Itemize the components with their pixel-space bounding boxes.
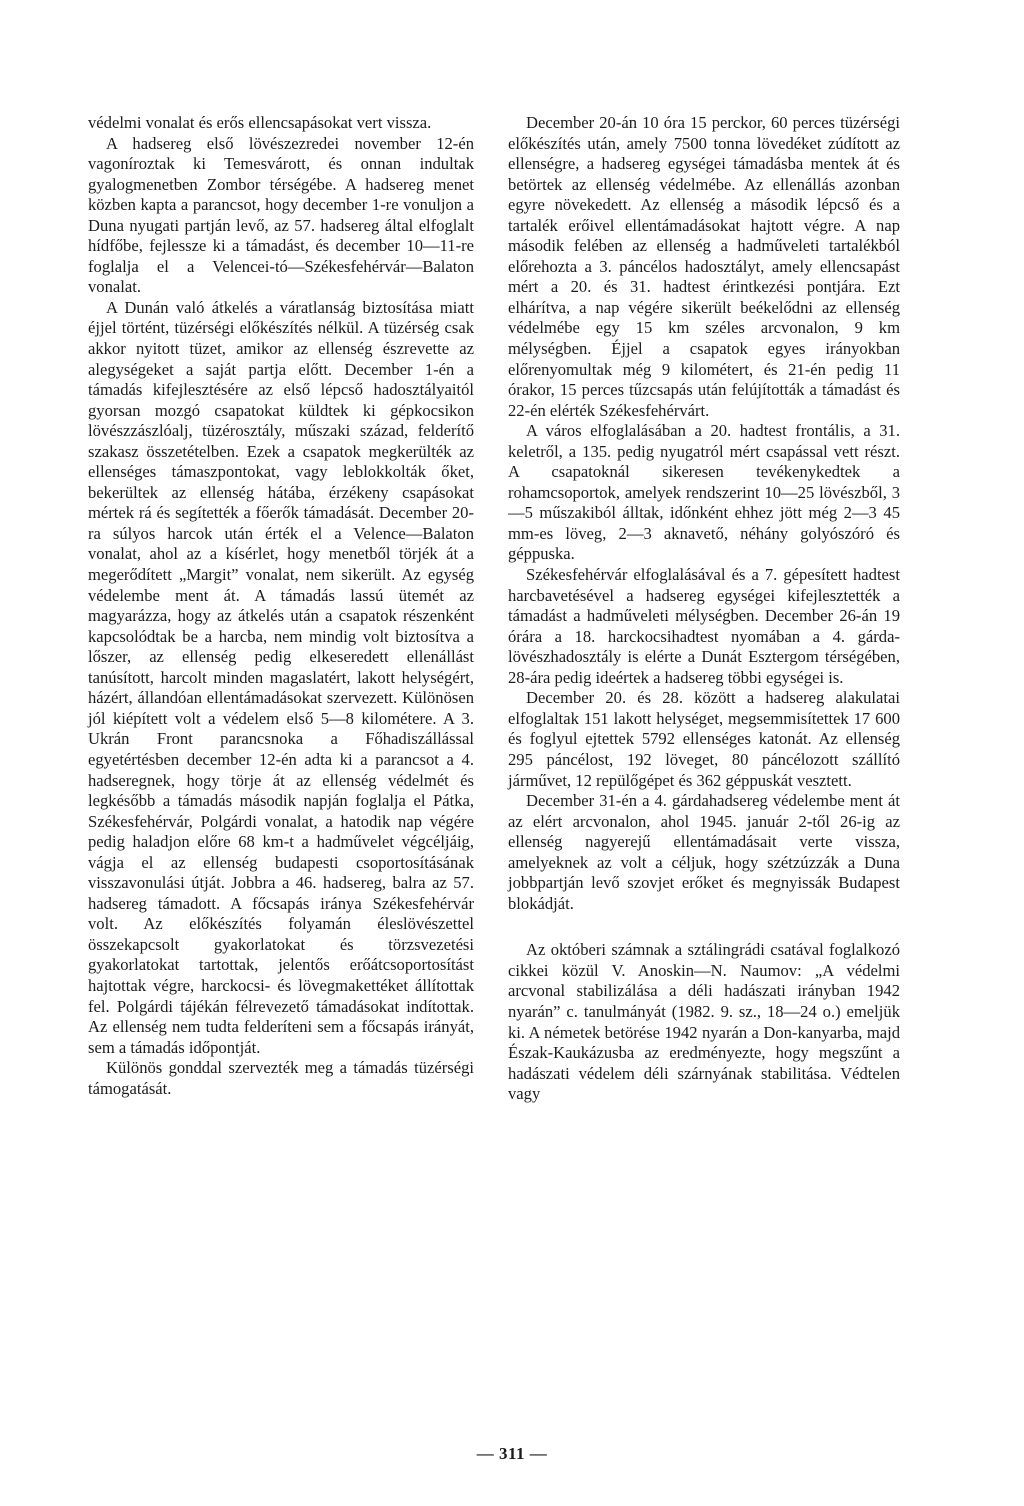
paragraph: December 20-án 10 óra 15 perckor, 60 perces tüzérségi előkészítés után, amely 7500 tonna lövedéket zúdított az ellenségre, a hadsereg egységei támadásba mentek át és betörtek az ellenség védelmébe. Az ellenállás azonban egyre növekedett. Az ellenség a második lépcső és a tartalék erőivel ellentámadásokat hajtott végre. A nap második felében az ellenség a hadműveleti tartalékból előrehozta a 3. páncélos hadosztályt, amely ellencsapást mért a 20. és 31. hadtest érintkezési pontjára. Ezt elhárítva, a nap végére sikerült beékelődni az ellenség védelmébe egy 15 km széles arcvonalon, 9 km mélységben. Éjjel a csapatok egyes irányokban előrenyomultak még 9 kilométert, és 21-én pedig 11 órakor, 15 perces tűzcsapás után felújították a támadást és 22-én elérték Székesfehérvárt. — [508, 113, 900, 420]
paragraph: A hadsereg első lövészezredei november 12-én vagoníroztak ki Temesvárott, és onnan indultak gyalogmenetben Zombor térségébe. A hadsereg menet közben kapta a parancsot, hogy december 1-re vonuljon a Duna nyugati partján levő, az 57. hadsereg által elfoglalt hídfőbe, fejlessze ki a támadást, és december 10—11-re foglalja el a Velencei-tó—Székesfehérvár—Balaton vonalat. — [88, 133, 474, 297]
paragraph: A Dunán való átkelés a váratlanság biztosítása miatt éjjel történt, tüzérségi előkészítés nélkül. A tüzérség csak akkor nyitott tüzet, amikor az ellenség észrevette az alegységeket a saját partja előtt. December 1-én a támadás kifejlesztésére az első lépcső hadosztályaitól gyorsan mozgó csapatokat küldtek ki gépkocsikon lövészzászlóalj, tüzérosztály, műszaki század, felderítő szakasz összetételben. Ezek a csapatok megkerülték az ellenséges támaszpontokat, vagy leblokkolták őket, bekerültek az ellenség hátába, érzékeny csapásokat mértek rá és segítették a főerők támadását. December 20-ra súlyos harcok után érték el a Velence—Balaton vonalat, ahol az a kísérlet, hogy menetből törjék át a megerődített „Margit” vonalat, nem sikerült. Az egység védelembe ment át. A támadás lassú ütemét az magyarázza, hogy az átkelés után a csapatok részenként kapcsolódtak be a harcba, nem mindig volt biztosítva a lőszer, az ellenség pedig elkeseredett ellenállást tanúsított, harcolt minden magaslatért, lakott helységért, házért, állandóan ellentámadásokat szervezett. Különösen jól kiépített volt a védelem első 5—8 kilométere. A 3. Ukrán Front parancsnoka a Főhadiszállással egyetértésben december 12-én adta ki a parancsot a 4. hadseregnek, hogy törje át az ellenség védelmét és legkésőbb a támadás második napján foglalja el Pátka, Székesfehérvár, Polgárdi vonalat, a hatodik nap végére pedig haladjon előre 68 km-t a hadművelet végcéljáig, vágja el az ellenség budapesti csoportosításának visszavonulási útját. Jobbra a 46. hadsereg, balra az 57. hadsereg támadott. A főcsapás iránya Székesfehérvár volt. Az előkészítés folyamán éleslövészettel összekapcsolt gyakorlatokat és törzsvezetési gyakorlatokat tartottak, jelentős erőátcsoportosítást hajtottak végre, harckocsi- és lövegmakettéket állítottak fel. Polgárdi tájékán félrevezető támadásokat indítottak. Az ellenség nem tudta felderíteni sem a főcsapás irányát, sem a támadás időpontját. — [88, 297, 474, 1057]
paragraph: Az októberi számnak a sztálingrádi csatával foglalkozó cikkei közül V. Anoskin—N. Naumov: „A védelmi arcvonal stabilizálása a déli hadászati irányban 1942 nyarán” c. tanulmányát (1982. 9. sz., 18—24 o.) emeljük ki. A németek betörése 1942 nyarán a Don-kanyarba, majd Észak-Kaukázusba az eredményezte, hogy megszűnt a hadászati védelem déli szárnyának stabilitása. Védtelen vagy — [508, 940, 900, 1104]
paragraph: Székesfehérvár elfoglalásával és a 7. gépesített hadtest harcbavetésével a hadsereg egységei kifejlesztették a támadást a hadműveleti mélységben. December 26-án 19 órára a 18. harckocsihadtest nyomában a 4. gárda-lövészhadosztály is elérte a Dunát Esztergom térségében, 28-ára pedig ideértek a hadsereg többi egységei is. — [508, 565, 900, 687]
paragraph: A város elfoglalásában a 20. hadtest frontális, a 31. keletről, a 135. pedig nyugatról mért csapással vett részt. A csapatoknál sikeresen tevékenykedtek a rohamcsoportok, amelyek rendszerint 10—25 lövészből, 3—5 műszakiból álltak, időnként ehhez jött még 2—3 45 mm-es löveg, 2—3 aknavető, néhány golyószóró és géppuska. — [508, 421, 900, 564]
paragraph: December 20. és 28. között a hadsereg alakulatai elfoglaltak 151 lakott helységet, megsemmisítettek 17 600 és foglyul ejtettek 5792 ellenséges katonát. Az ellenség 295 páncélost, 192 löveget, 80 páncélozott szállító járművet, 12 repülőgépet és 362 géppuskát vesztett. — [508, 688, 900, 790]
paragraph: Különös gonddal szervezték meg a támadás tüzérségi támogatását. — [88, 1058, 474, 1098]
page-number: — 311 — — [476, 1444, 548, 1463]
right-text-column — [508, 113, 900, 1105]
paragraph: védelmi vonalat és erős ellencsapásokat vert vissza. — [88, 113, 432, 132]
left-text-column — [88, 113, 474, 1099]
paragraph: December 31-én a 4. gárdahadsereg védelembe ment át az elért arcvonalon, ahol 1945. január 2-től 26-ig az ellenség nagyerejű ellentámadásait verte vissza, amelyeknek az volt a céljuk, hogy szétzúzzák a Duna jobbpartján levő szovjet erőket és megnyissák Budapest blokádját. — [508, 791, 900, 913]
